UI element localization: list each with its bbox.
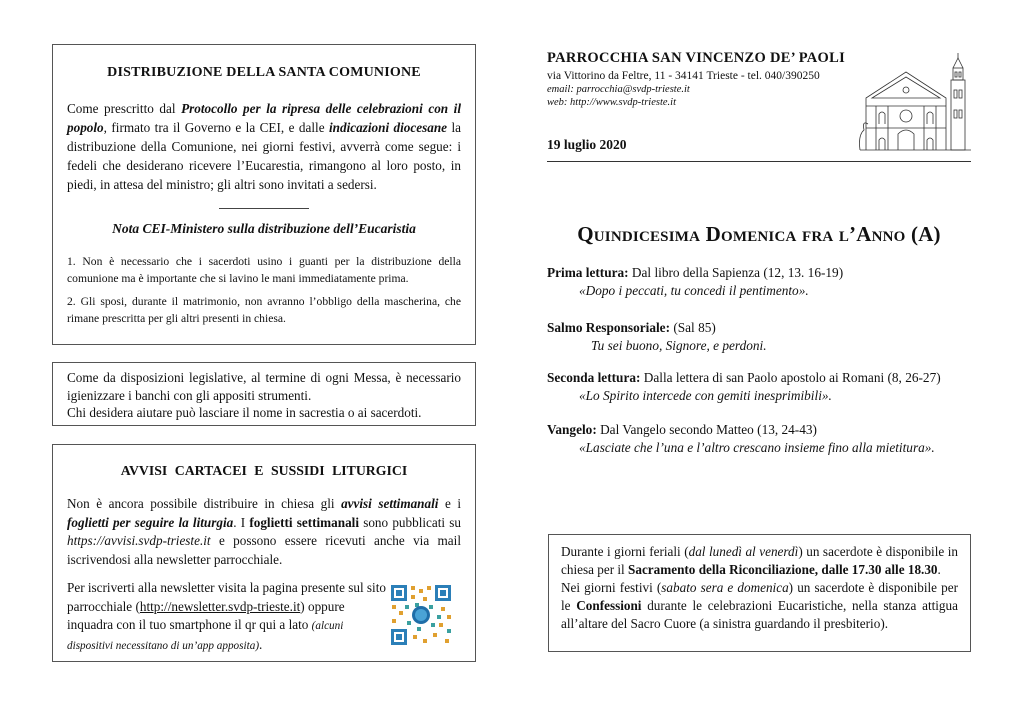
notices-paragraph: Non è ancora possibile distribuire in chiesa gli avvisi settimanali e i foglietti per seguire la liturgia. I foglietti settimanali sono pubblicati su https://avvisi.svdp-trieste.it e possono essere ricevuti anche via mail iscrivendosi alla newsletter parrocchiale.: [67, 496, 461, 567]
responsorial-psalm: Salmo Responsoriale: (Sal 85) Tu sei buono, Signore, e perdoni.: [547, 320, 767, 353]
newsletter-link[interactable]: http://newsletter.svdp-trieste.it: [139, 598, 301, 614]
parish-email[interactable]: email: parrocchia@svdp-trieste.it: [547, 84, 690, 95]
parish-address: via Vittorino da Feltre, 11 - 34141 Trieste - tel. 040/390250: [547, 70, 820, 82]
first-reading: Prima lettura: Dal libro della Sapienza (12, 13. 16-19) «Dopo i peccati, tu concedi il pentimento».: [547, 265, 844, 298]
weekday-confession-text: Durante i giorni feriali (dal lunedì al venerdì) un sacerdote è disponibile in chiesa per il Sacramento della Riconciliazione, dalle 17.30 alle 18.30.: [561, 544, 959, 577]
volunteer-text: Chi desidera aiutare può lasciare il nome in sacrestia o ai sacerdoti.: [67, 405, 422, 420]
communion-notice-box: [52, 44, 476, 345]
sanitizing-notice-box: [52, 362, 476, 426]
sanitizing-text: Come da disposizioni legislative, al termine di ogni Messa, è necessario igienizzare i banchi con gli appositi strumenti.: [67, 370, 461, 403]
church-drawing-icon: [858, 50, 973, 155]
bulletin-date: 19 luglio 2020: [547, 137, 627, 152]
parish-name: PARROCCHIA SAN VINCENZO DE’ PAOLI: [547, 50, 846, 66]
cei-note-2: 2. Gli sposi, durante il matrimonio, non avranno l’obbligo della mascherina, che rimane prescritta per gli altri presenti in chiesa.: [67, 295, 461, 325]
confession-notice-box: [548, 534, 971, 652]
notices-box: [52, 444, 476, 662]
sunday-title: Quindicesima Domenica fra l’Anno (A): [577, 222, 941, 246]
header-divider: [547, 161, 971, 162]
cei-note-title: Nota CEI-Ministero sulla distribuzione dell’Eucaristia: [112, 221, 416, 236]
cei-note-1: 1. Non è necessario che i sacerdoti usino i guanti per la distribuzione della comunione ma è importante che si lavino le mani immediatamente prima.: [67, 255, 461, 285]
notices-title: AVVISI CARTACEI E SUSSIDI LITURGICI: [120, 463, 408, 478]
communion-title: DISTRIBUZIONE DELLA SANTA COMUNIONE: [107, 65, 421, 80]
holiday-confession-text: Nei giorni festivi (sabato sera e domenica) un sacerdote è disponibile per le Confessioni durante le celebrazioni Eucaristiche, nella stanza attigua all’altare del Sacro Cuore (a sinistra guardando il presbiterio).: [561, 580, 958, 631]
divider: [219, 208, 309, 209]
avvisi-link[interactable]: https://avvisi.svdp-trieste.it: [67, 533, 211, 548]
communion-paragraph: Come prescritto dal Protocollo per la ripresa delle celebrazioni con il popolo, firmato tra il Governo e la CEI, e dalle indicazioni diocesane la distribuzione della Comunione, nei giorni festivi, avverrà come segue: i fedeli che desiderano ricevere l’Eucarestia, rimangono al loro posto, in piedi, in attesa del ministro; gli altri sono invitati a sedersi.: [67, 101, 462, 192]
newsletter-paragraph: Per iscriverti alla newsletter visita la pagina presente sul sito parrocchiale (http://newsletter.svdp-trieste.it) oppure inquadra con il tuo smartphone il qr qui a lato (alcuni dispositivi necessitano di un’app apposita).: [67, 580, 386, 652]
qr-code-icon[interactable]: [389, 583, 453, 647]
second-reading: Seconda lettura: Dalla lettera di san Paolo apostolo ai Romani (8, 26-27) «Lo Spirito intercede con gemiti inesprimibili».: [547, 370, 941, 403]
gospel-reading: Vangelo: Dal Vangelo secondo Matteo (13, 24-43) «Lasciate che l’una e l’altro crescano insieme fino alla mietitura».: [547, 422, 935, 455]
parish-website[interactable]: web: http://www.svdp-trieste.it: [547, 97, 677, 108]
